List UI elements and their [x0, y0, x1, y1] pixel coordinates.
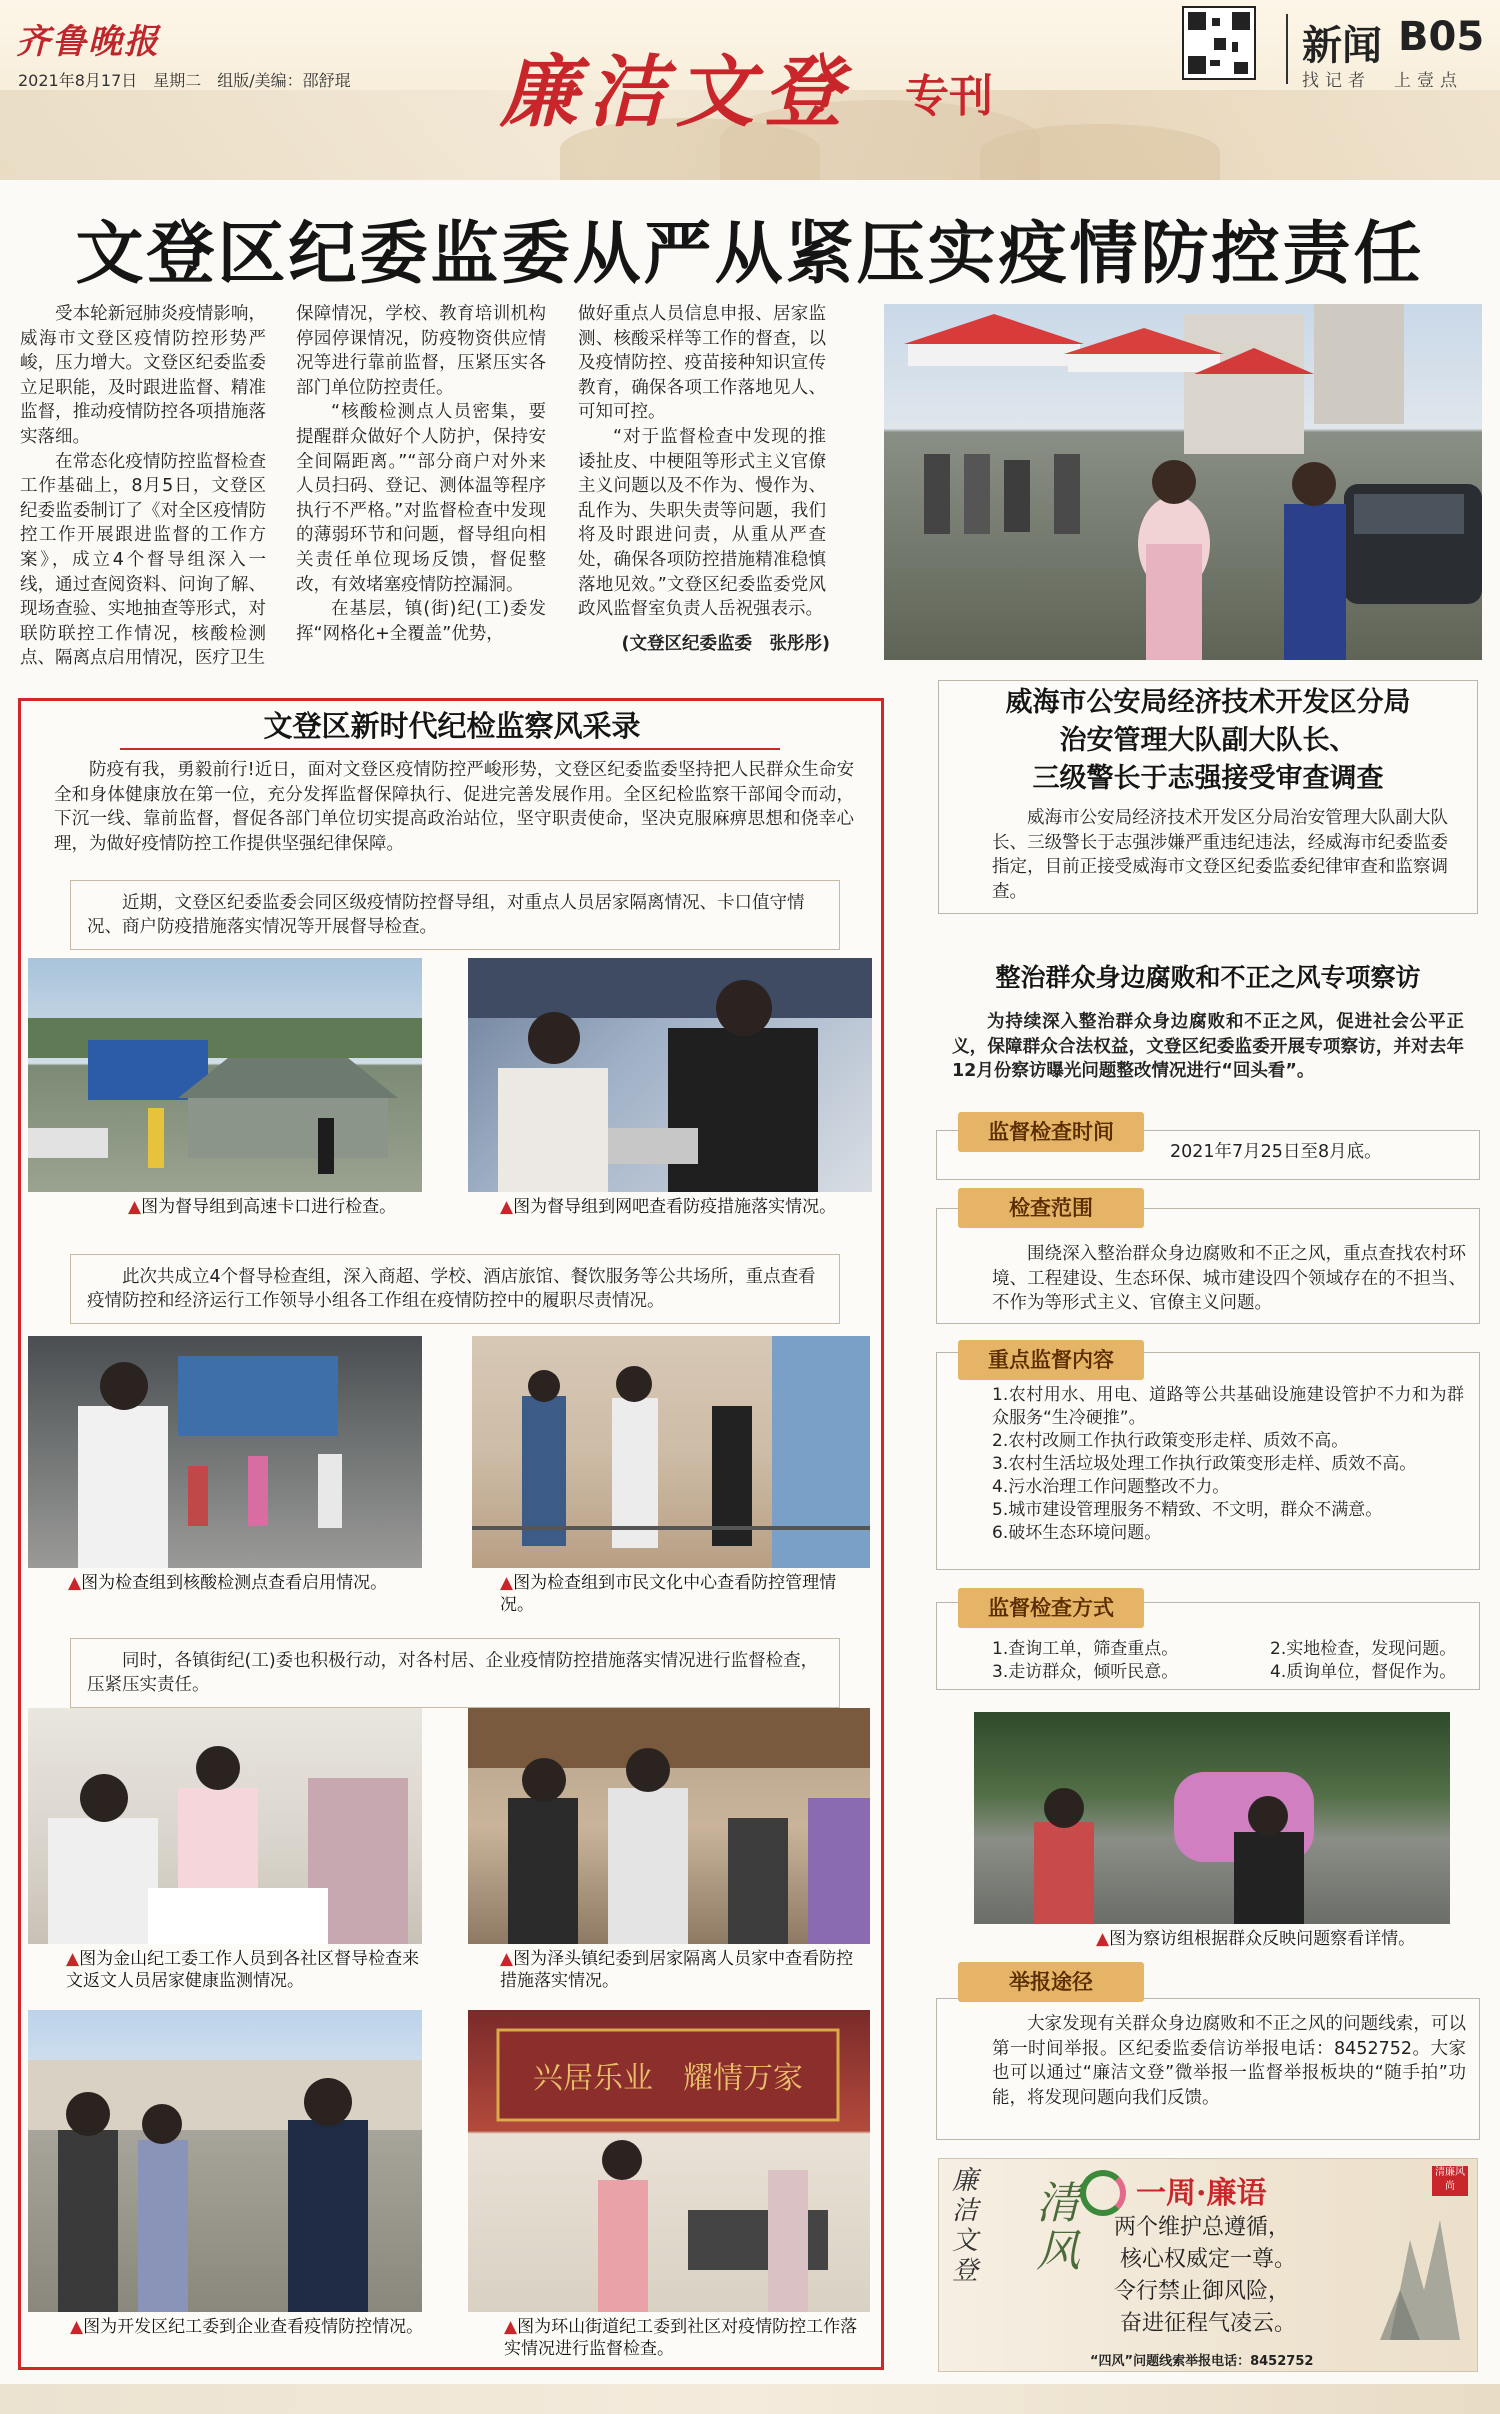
campaign-photo-caption: ▲图为察访组根据群众反映问题察看详情。	[1096, 1929, 1416, 1949]
focus-tag: 重点监督内容	[958, 1340, 1144, 1380]
ad-verse-line: 核心权威定一尊。	[1120, 2247, 1297, 2272]
lead-headline: 文登区纪委监委从严从紧压实疫情防控责任	[75, 214, 1425, 294]
ad-title: 一周·廉语	[1136, 2176, 1267, 2211]
photo-culture-center	[472, 1336, 870, 1568]
notice-title-line: 三级警长于志强接受审查调查	[1032, 763, 1384, 794]
feature-title-rule	[120, 748, 780, 750]
ad-footer: “四风”问题线索举报电话：8452752	[1090, 2354, 1314, 2369]
focus-item: 4.污水治理工作问题整改不力。	[992, 1477, 1230, 1497]
paragraph: 大家发现有关群众身边腐败和不正之风的问题线索，可以第一时间举报。区纪委监委信访举报电话：8452752。大家也可以通过“廉洁文登”微举报一监督举报板块的“随手拍”功能，将发现问题向我们反馈。	[992, 2014, 1466, 2108]
caption-6: ▲图为泽头镇纪委到居家隔离人员家中查看防控措施落实情况。	[500, 1949, 854, 1991]
photo-scene	[28, 1336, 422, 1568]
paragraph: 做好重点人员信息申报、居家监测、核酸采样等工作的督查，以及疫情防控、疫苗接种知识宣传教育，确保各项工作落地见人、可知可控。	[578, 304, 826, 423]
byline: (文登区纪委监委 张彤彤)	[621, 634, 830, 654]
caption-text: 图为检查组到核酸检测点查看启用情况。	[81, 1573, 388, 1593]
paragraph: 在常态化疫情防控监督检查工作基础上，8月5日，文登区纪委监委制订了《对全区疫情防控工作开展跟进监督的工作方案》，成立4个督导组深入一线，通过查阅资料、问询了解、现场查验、实地抽查等形式，对联防联控工作情况，核酸检测点、隔离点启用情况，医疗卫生	[20, 451, 266, 669]
lead-photo	[884, 304, 1482, 660]
report-tag: 举报途径	[958, 1962, 1144, 2002]
caption-text: 图为检查组到市民文化中心查看防控管理情况。	[500, 1573, 837, 1615]
caption-8: ▲图为环山街道纪工委到社区对疫情防控工作落实情况进行监督检查。	[504, 2317, 858, 2359]
focus-item: 3.农村生活垃圾处理工作执行政策变形走样、质效不高。	[992, 1454, 1417, 1474]
caption-2: ▲图为督导组到网吧查看防疫措施落实情况。	[500, 1197, 837, 1217]
page-footer-strip	[0, 2384, 1500, 2414]
paragraph: 受本轮新冠肺炎疫情影响，威海市文登区疫情防控形势严峻，压力增大。文登区纪委监委立足职能，及时跟进监督、精准监督，推动疫情防控各项措施落实落细。	[20, 304, 266, 447]
photo-enterprise-check	[28, 2010, 422, 2312]
paragraph: 为持续深入整治群众身边腐败和不正之风，促进社会公平正义，保障群众合法权益，文登区纪委监委开展专项察访，并对去年12月份察访曝光问题整改情况进行“回头看”。	[952, 1012, 1464, 1082]
ad-calligraphy-left: 廉洁文登	[952, 2166, 979, 2286]
paper-logo: 齐鲁晚报	[16, 22, 160, 62]
photo-scene	[974, 1712, 1450, 1924]
campaign-title: 整治群众身边腐败和不正之风专项察访	[995, 963, 1421, 992]
caption-text: 图为环山街道纪工委到社区对疫情防控工作落实情况进行监督检查。	[504, 2317, 858, 2359]
time-text: 2021年7月25日至8月底。	[1170, 1142, 1382, 1162]
focus-list	[992, 1384, 1464, 1545]
scope-text	[992, 1242, 1466, 1316]
time-tag: 监督检查时间	[958, 1112, 1144, 1152]
masthead-divider	[1286, 14, 1288, 84]
note-text: 此次共成立4个督导检查组，深入商超、学校、酒店旅馆、餐饮服务等公共场所，重点查看疫情防控和经济运行工作领导小组各工作组在疫情防控中的履职尽责情况。	[87, 1267, 816, 1311]
feature-note-1	[70, 880, 840, 950]
caption-text: 图为泽头镇纪委到居家隔离人员家中查看防控措施落实情况。	[500, 1949, 854, 1991]
caption-4: ▲图为检查组到市民文化中心查看防控管理情况。	[500, 1573, 837, 1615]
notice-title	[950, 684, 1466, 798]
paragraph: “核酸检测点人员密集，要提醒群众做好个人防护，保持安全间隔距离。”“部分商户对外来人员扫码、登记、测体温等程序执行不严格。”对监督检查中发现的薄弱环节和问题，督导组向相关责任单位现场反馈，督促整改，有效堵塞疫情防控漏洞。	[296, 402, 546, 595]
focus-item: 1.农村用水、用电、道路等公共基础设施建设管护不力和为群众服务“生冷硬推”。	[992, 1385, 1464, 1428]
photo-internet-cafe	[468, 958, 872, 1192]
method-item: 1.查询工单，筛查重点。	[992, 1639, 1179, 1659]
notice-title-line: 治安管理大队副大队长、	[1059, 725, 1357, 756]
banner-subtitle: 专刊	[905, 71, 993, 122]
report-text	[992, 2012, 1466, 2110]
paragraph: 保障情况，学校、教育培训机构停园停课情况，防疫物资供应情况等进行靠前监督，压紧压实各部门单位防控责任。	[296, 304, 546, 398]
feature-note-2	[70, 1254, 840, 1324]
caption-1: ▲图为督导组到高速卡口进行检查。	[128, 1197, 397, 1217]
focus-item: 6.破坏生态环境问题。	[992, 1523, 1162, 1543]
photo-scene	[28, 958, 422, 1192]
feature-title: 文登区新时代纪检监察风采录	[263, 709, 641, 743]
caption-text: 图为金山纪工委工作人员到各社区督导检查来文返文人员居家健康监测情况。	[66, 1949, 420, 1991]
note-text: 近期，文登区纪委监委会同区级疫情防控督导组，对重点人员居家隔离情况、卡口值守情况、商户防疫措施落实情况等开展督导检查。	[87, 893, 805, 937]
ad-verse-line: 两个维护总遵循，	[1114, 2215, 1291, 2240]
photo-scene	[468, 2010, 870, 2312]
lead-column-1	[20, 302, 266, 671]
notice-title-line: 威海市公安局经济技术开发区分局	[1005, 687, 1411, 718]
lead-column-3	[578, 302, 826, 622]
photo-street-community	[468, 2010, 870, 2312]
caption-text: 图为察访组根据群众反映问题察看详情。	[1109, 1929, 1416, 1949]
qr-code-icon[interactable]	[1182, 6, 1256, 80]
paragraph: 威海市公安局经济技术开发区分局治安管理大队副大队长、三级警长于志强涉嫌严重违纪违法，经威海市纪委监委指定，目前正接受威海市文登区纪委监委纪律审查和监察调查。	[992, 808, 1448, 902]
masthead-hill	[980, 124, 1220, 180]
paragraph: 围绕深入整治群众身边腐败和不正之风，重点查找农村环境、工程建设、生态环保、城市建设四个领域存在的不担当、不作为等形式主义、官僚主义问题。	[992, 1244, 1466, 1314]
method-item: 3.走访群众，倾听民意。	[992, 1662, 1179, 1682]
method-col-2	[1270, 1638, 1470, 1684]
method-item: 4.质询单位，督促作为。	[1270, 1662, 1457, 1682]
section-subtitle: 找记者 上壹点	[1302, 71, 1463, 91]
page-number: B05	[1398, 14, 1485, 60]
note-text: 同时，各镇街纪(工)委也积极行动，对各村居、企业疫情防控措施落实情况进行监督检查，压紧压实责任。	[87, 1651, 819, 1695]
section-name: 新闻	[1302, 23, 1382, 69]
ad-calligraphy-right: 清风	[1036, 2178, 1080, 2277]
ad-verse-line: 奋进征程气凌云。	[1120, 2311, 1297, 2336]
ad-stamp: 清廉风尚	[1432, 2166, 1468, 2196]
method-col-1	[992, 1638, 1262, 1684]
paragraph: 防疫有我，勇毅前行!近日，面对文登区疫情防控严峻形势，文登区纪委监委坚持把人民群众生命安全和身体健康放在第一位，充分发挥监督保障执行、促进完善发展作用。全区纪检监察干部闻令而动，下沉一线、靠前监督，督促各部门单位切实提高政治站位，坚守职责使命，坚决克服麻痹思想和侥幸心理，为做好疫情防控工作提供坚强纪律保障。	[54, 760, 854, 854]
method-item: 2.实地检查，发现问题。	[1270, 1639, 1457, 1659]
photo-scene	[28, 2010, 422, 2312]
caption-text: 图为督导组到高速卡口进行检查。	[141, 1197, 397, 1217]
feature-intro	[54, 758, 854, 856]
campaign-intro	[952, 1010, 1464, 1084]
caption-text: 图为督导组到网吧查看防疫措施落实情况。	[513, 1197, 837, 1217]
photo-highway-checkpoint	[28, 958, 422, 1192]
photo-scene	[468, 1708, 870, 1944]
focus-item: 2.农村改厕工作执行政策变形走样、质效不高。	[992, 1431, 1349, 1451]
notice-body	[992, 806, 1448, 904]
banner-title: 廉洁文登	[500, 47, 853, 138]
method-tag: 监督检查方式	[958, 1588, 1144, 1628]
ad-verse	[1114, 2212, 1296, 2340]
lead-column-2	[296, 302, 546, 646]
sign-text: 兴居乐业 耀情万家	[533, 2061, 803, 2096]
lead-photo-scene	[884, 304, 1482, 660]
ad-mountain-illustration	[1380, 2200, 1472, 2340]
caption-5: ▲图为金山纪工委工作人员到各社区督导检查来文返文人员居家健康监测情况。	[66, 1949, 420, 1991]
photo-scene	[468, 958, 872, 1192]
photo-home-quarantine	[468, 1708, 870, 1944]
paragraph: “对于监督检查中发现的推诿扯皮、中梗阻等形式主义官僚主义问题以及不作为、慢作为、乱作为、失职失责等问题，我们将及时跟进问责，从重从严查处，确保各项防控措施精准稳慎落地见效。”文登区纪委监委党风政风监督室负责人岳祝强表示。	[578, 426, 826, 620]
photo-scene	[472, 1336, 870, 1568]
ad-verse-line: 令行禁止御风险，	[1114, 2279, 1291, 2304]
ad-emblem-icon	[1080, 2170, 1126, 2216]
caption-3: ▲图为检查组到核酸检测点查看启用情况。	[68, 1573, 388, 1593]
caption-7: ▲图为开发区纪工委到企业查看疫情防控情况。	[70, 2317, 424, 2337]
caption-text: 图为开发区纪工委到企业查看疫情防控情况。	[83, 2317, 424, 2337]
paragraph: 在基层，镇(街)纪(工)委发挥“网格化+全覆盖”优势，	[296, 599, 546, 644]
focus-item: 5.城市建设管理服务不精致、不文明，群众不满意。	[992, 1500, 1383, 1520]
photo-scene	[28, 1708, 422, 1944]
photo-test-site	[28, 1336, 422, 1568]
dateline: 2021年8月17日 星期二 组版/美编：邵舒琨	[18, 71, 351, 90]
photo-inspection-visit	[974, 1712, 1450, 1924]
scope-tag: 检查范围	[958, 1188, 1144, 1228]
photo-community-check	[28, 1708, 422, 1944]
feature-note-3	[70, 1638, 840, 1708]
